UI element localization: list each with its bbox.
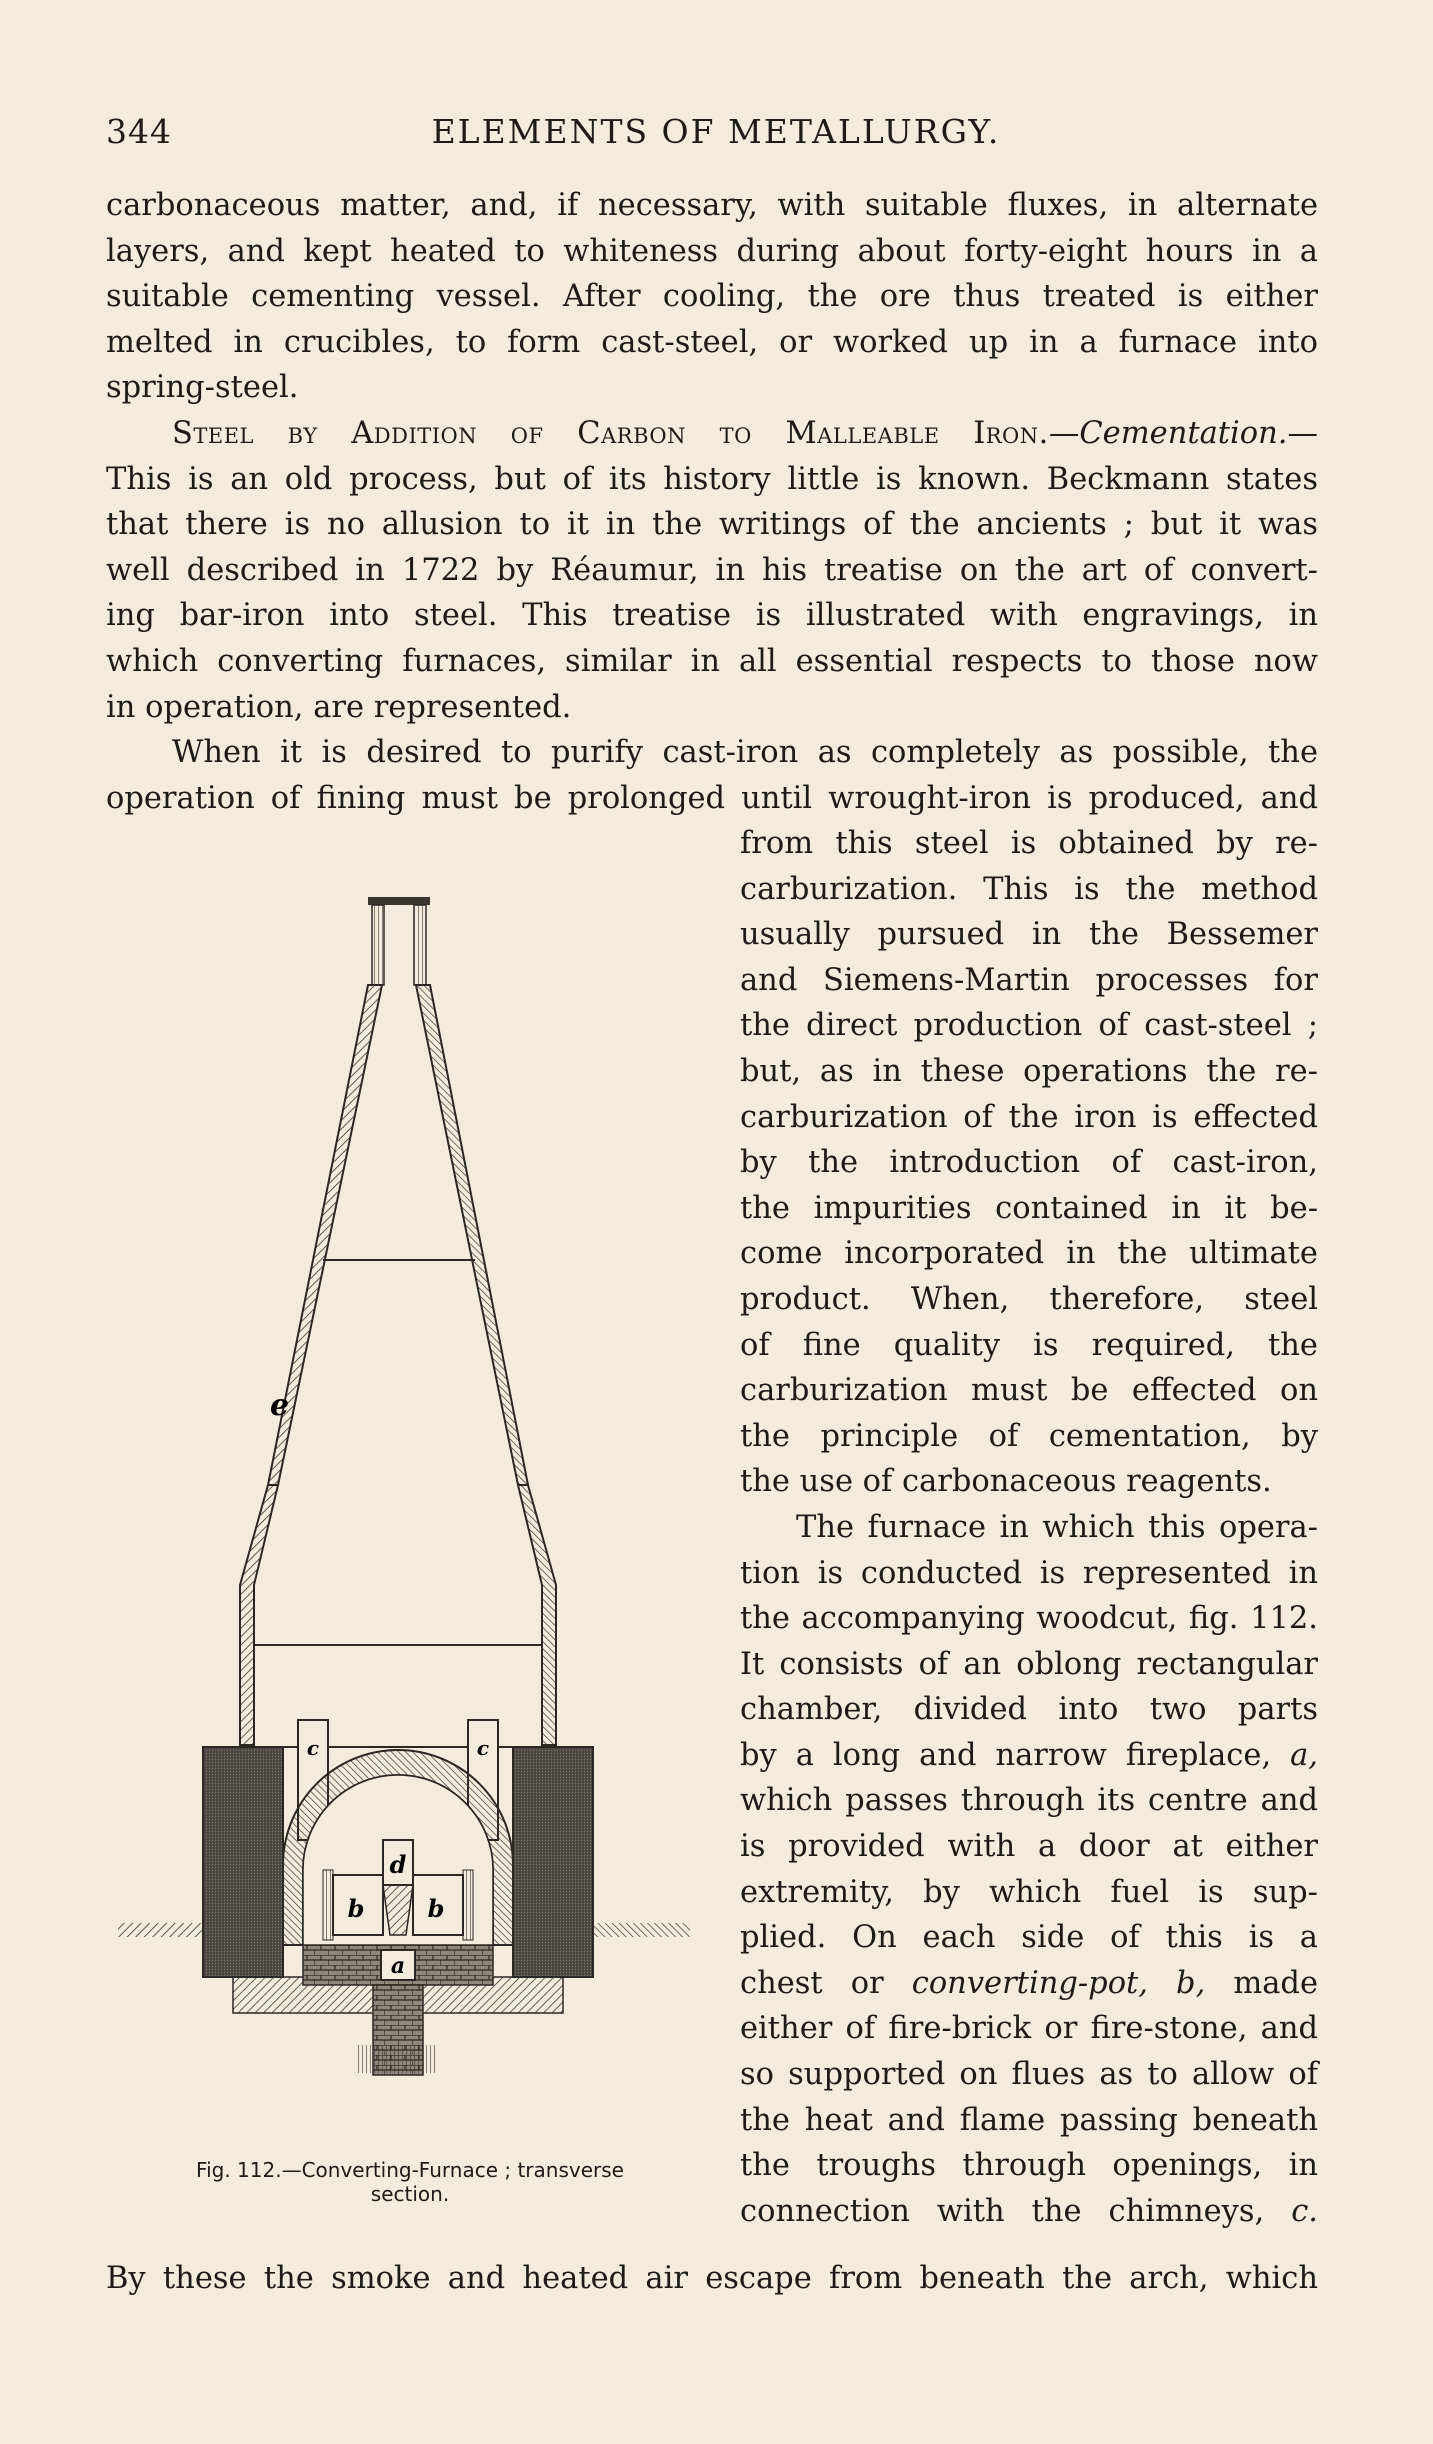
right-column [740, 821, 1318, 2234]
label-b-left: b [347, 1894, 365, 1923]
text-line: that there is no allusion to it in the writings of the ancients ; but it was [106, 507, 1318, 543]
text-line: the accompanying woodcut, fig. 112. [740, 1601, 1318, 1637]
text-line: either of fire-brick or fire-stone, and [740, 2011, 1318, 2047]
text-line: which converting furnaces, similar in all essential respects to those now [106, 643, 1318, 679]
text-line: It consists of an oblong rectangular [740, 1646, 1318, 1682]
text-line: come incorporated in the ultimate [740, 1236, 1318, 1272]
text-line [740, 1733, 1318, 1779]
paragraph-1 [106, 183, 1318, 411]
caption-line: section. [370, 2182, 450, 2206]
text-line: from this steel is obtained by re- [740, 826, 1318, 861]
paragraph-3 [106, 730, 1318, 821]
text-line: is provided with a door at either [740, 1829, 1318, 1865]
text-line: When it is desired to purify cast-iron as completely as possible, the [172, 735, 1318, 770]
converting-furnace-figure [118, 885, 690, 2145]
text-line: carburization must be effected on [740, 1373, 1318, 1409]
text-line: melted in crucibles, to form cast-steel, or worked up in a furnace into [106, 324, 1318, 360]
fireplace-center [381, 1840, 415, 1980]
text-line: well described in 1722 by Réaumur, in his treatise on the art of convert- [106, 552, 1318, 588]
text-line: the direct production of cast-steel ; [740, 1008, 1318, 1044]
paragraph-continuation [106, 2256, 1318, 2302]
text-span: chest or [740, 1965, 912, 2001]
text-line: of fine quality is required, the [740, 1327, 1318, 1363]
label-d: d [389, 1850, 407, 1879]
text-line: the heat and flame passing beneath [740, 2102, 1318, 2138]
text-line: This is an old process, but of its history little is known. Beckmann states [106, 461, 1318, 497]
figure-caption [120, 2158, 700, 2206]
text-line: tion is conducted is represented in [740, 1555, 1318, 1591]
text-line [740, 1961, 1318, 2007]
text-line: chamber, divided into two parts [740, 1692, 1318, 1728]
page-number: 344 [106, 112, 172, 151]
text-line: which passes through its centre and [740, 1783, 1318, 1819]
italic-span: converting-pot, b, [911, 1965, 1206, 2001]
section-heading: Steel by Addition of Carbon to Malleable Iron. [172, 416, 1049, 451]
page-header [106, 112, 1326, 162]
text-line: extremity, by which fuel is sup- [740, 1874, 1318, 1910]
label-e: e [270, 1388, 290, 1423]
cone-walls [240, 985, 556, 1745]
text-line: carburization of the iron is effected [740, 1099, 1318, 1135]
chimney-top [368, 897, 430, 985]
section-heading-line [106, 411, 1318, 457]
section-subheading: —Cementation.— [1048, 416, 1318, 451]
text-line: and Siemens-Martin processes for [740, 962, 1318, 998]
text-line: the use of carbonaceous reagents. [740, 1464, 1272, 1500]
text-line: layers, and kept heated to whiteness during about forty-eight hours in a [106, 233, 1318, 269]
text-line: spring-steel. [106, 370, 299, 406]
text-line: in operation, are represented. [106, 689, 572, 725]
text-line: operation of fining must be prolonged until wrought-iron is produced, and [106, 780, 1318, 816]
label-b-right: b [427, 1894, 445, 1923]
text-line: ing bar-iron into steel. This treatise is illustrated with engravings, in [106, 598, 1318, 634]
text-line: carburization. This is the method [740, 871, 1318, 907]
italic-span: c. [1291, 2193, 1318, 2229]
running-title: ELEMENTS OF METALLURGY. [431, 112, 1001, 151]
label-c-left: c [306, 1736, 320, 1760]
text-line: the impurities contained in it be- [740, 1190, 1318, 1226]
text-line: The furnace in which this opera- [796, 1509, 1318, 1545]
text-line: plied. On each side of this is a [740, 1920, 1318, 1956]
text-line: but, as in these operations the re- [740, 1053, 1318, 1089]
text-span: connection with the chimneys, [740, 2193, 1292, 2229]
text-line: carbonaceous matter, and, if necessary, with suitable fluxes, in alternate [106, 188, 1318, 223]
text-line: product. When, therefore, steel [740, 1281, 1318, 1317]
text-line: the troughs through openings, in [740, 2148, 1318, 2184]
text-line: usually pursued in the Bessemer [740, 917, 1318, 953]
label-a: a [390, 1953, 406, 1979]
text-line: the principle of cementation, by [740, 1418, 1318, 1454]
text-line: suitable cementing vessel. After cooling, the ore thus treated is either [106, 279, 1318, 315]
text-line: so supported on flues as to allow of [740, 2057, 1318, 2093]
label-c-right: c [476, 1736, 490, 1760]
paragraph-2 [106, 411, 1318, 730]
text-line: by the introduction of cast-iron, [740, 1145, 1318, 1181]
italic-span: a, [1290, 1737, 1318, 1773]
text-line: By these the smoke and heated air escape from beneath the arch, which [106, 2261, 1318, 2296]
text-span: made [1205, 1965, 1319, 2001]
caption-line: Fig. 112.—Converting-Furnace ; transverse [196, 2158, 624, 2182]
text-span: by a long and narrow fireplace, [740, 1737, 1291, 1773]
text-line [740, 2189, 1318, 2235]
